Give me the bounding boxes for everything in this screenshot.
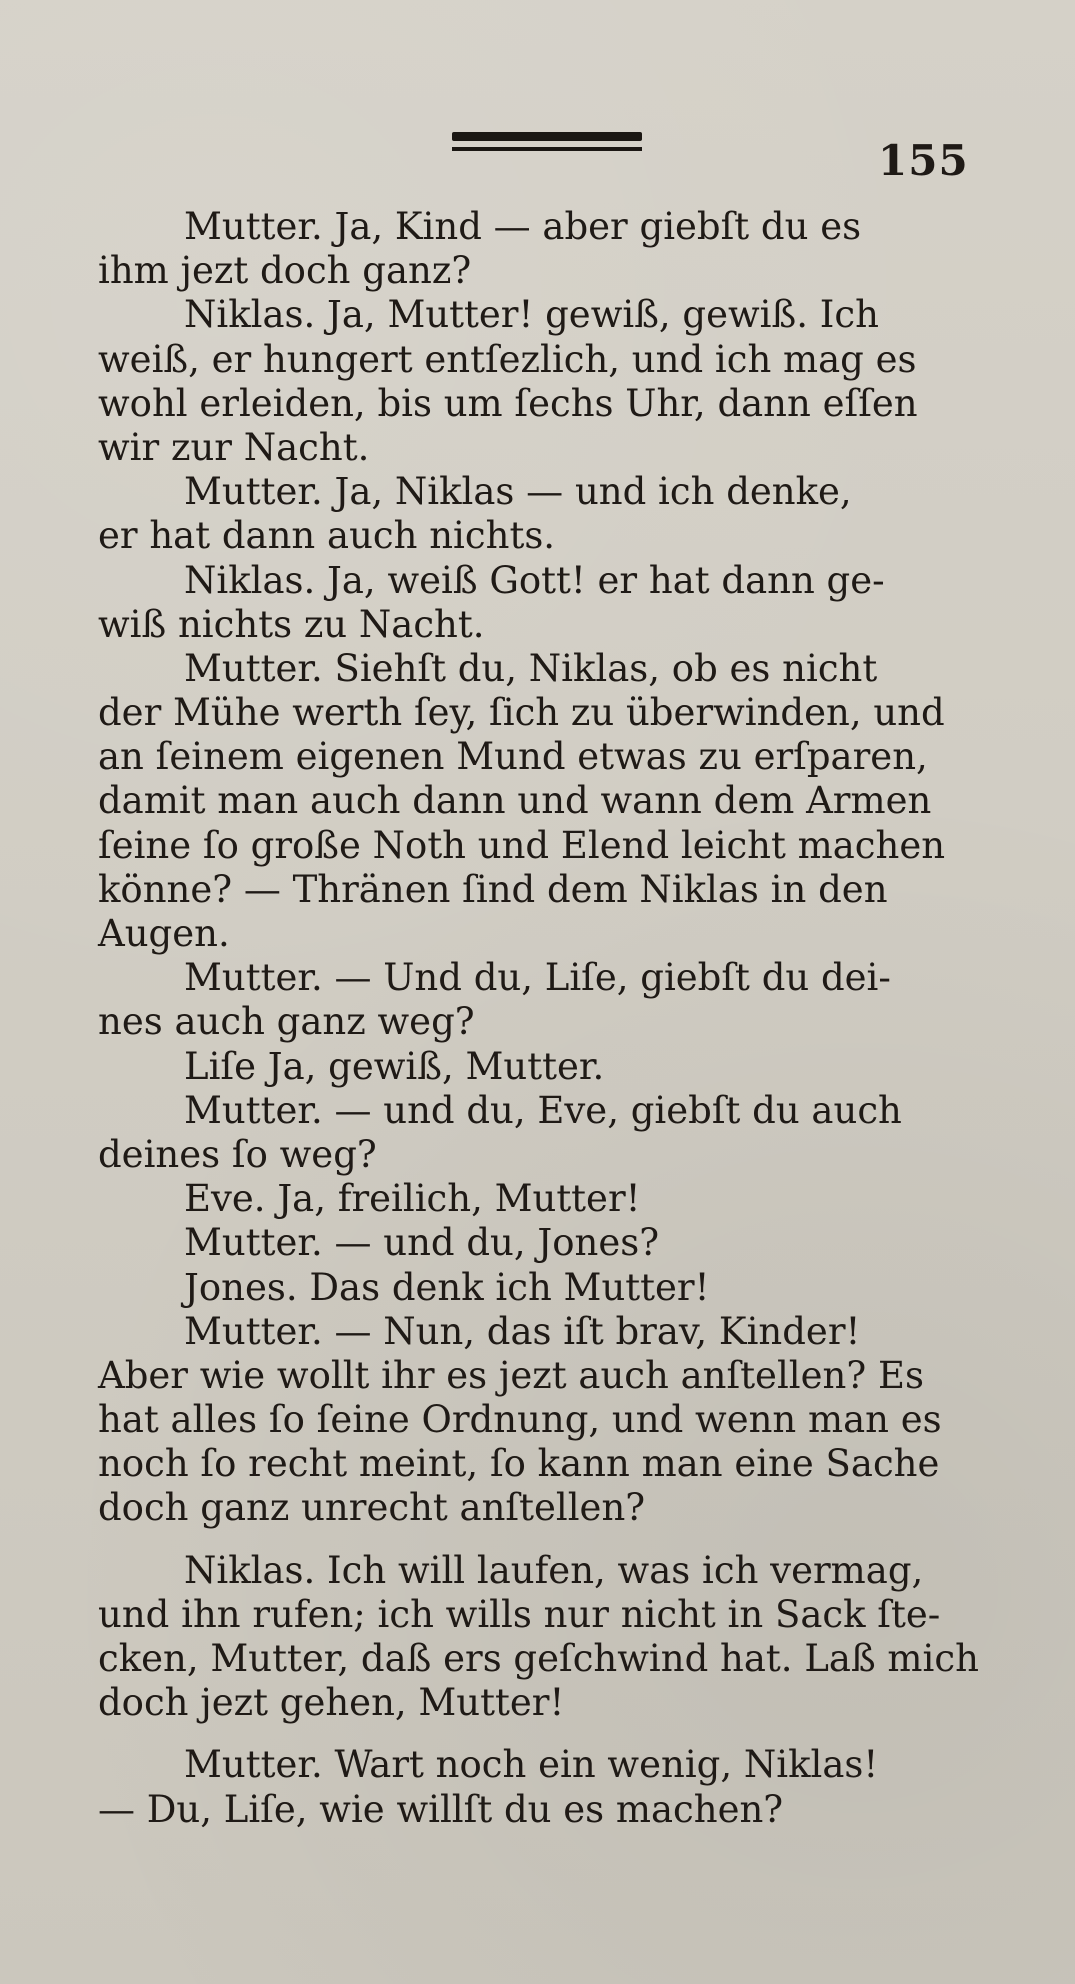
text-line: Mutter. — Nun, das iſt brav, Kinder! <box>184 1309 861 1353</box>
text-line: ihm jezt doch ganz? <box>98 249 472 293</box>
text-line: weiß, er hungert entſezlich, und ich mag es <box>98 337 917 381</box>
text-line: könne? — Thränen ſind dem Niklas in den <box>98 867 888 911</box>
text-line: noch ſo recht meint, ſo kann man eine Sache <box>98 1442 940 1486</box>
text-line: Liſe Ja, gewiß, Mutter. <box>184 1044 605 1088</box>
ornament-bar-top <box>452 132 642 141</box>
text-line: wir zur Nacht. <box>98 425 370 469</box>
text-line: Niklas. Ja, weiß Gott! er hat dann ge- <box>184 558 885 602</box>
text-line: er hat dann auch nichts. <box>98 514 556 558</box>
text-line: — Du, Liſe, wie willſt du es machen? <box>98 1787 784 1831</box>
text-line: Niklas. Ich will laufen, was ich vermag, <box>184 1548 924 1592</box>
text-line: hat alles ſo ſeine Ordnung, und wenn man es <box>98 1398 942 1442</box>
text-line: Eve. Ja, freilich, Mutter! <box>184 1177 641 1221</box>
ornament-bar-bottom <box>452 147 642 151</box>
text-line: wiß nichts zu Nacht. <box>98 602 485 646</box>
header-ornament <box>452 132 642 156</box>
text-line: der Mühe werth ſey, ſich zu überwinden, und <box>98 691 945 735</box>
text-line: ſeine ſo große Noth und Elend leicht machen <box>98 823 946 867</box>
paragraph-spacer <box>98 1531 958 1549</box>
page-number: 155 <box>878 136 969 185</box>
text-line: cken, Mutter, daß ers geſchwind hat. Laß mich <box>98 1637 979 1680</box>
text-line: Mutter. — und du, Jones? <box>184 1221 660 1265</box>
text-line: Mutter. — Und du, Liſe, giebſt du dei- <box>184 956 891 1000</box>
text-line: Mutter. Ja, Kind — aber giebſt du es <box>184 205 862 248</box>
text-line: Mutter. Ja, Niklas — und ich denke, <box>184 470 852 514</box>
text-line: deines ſo weg? <box>98 1132 377 1176</box>
text-line: Mutter. Wart noch ein wenig, Niklas! <box>184 1743 879 1787</box>
text-line: damit man auch dann und wann dem Armen <box>98 779 932 823</box>
text-line: Mutter. Siehſt du, Niklas, ob es nicht <box>184 646 878 690</box>
text-line: Augen. <box>98 912 230 955</box>
text-line: und ihn rufen; ich wills nur nicht in Sack ſte- <box>98 1592 941 1636</box>
text-line: Aber wie wollt ihr es jezt auch anſtellen? Es <box>98 1353 924 1397</box>
text-line: an ſeinem eigenen Mund etwas zu erſparen, <box>98 735 928 779</box>
text-line: Niklas. Ja, Mutter! gewiß, gewiß. Ich <box>184 293 879 337</box>
paragraph-spacer <box>98 1725 958 1743</box>
text-line: Jones. Das denk ich Mutter! <box>184 1265 710 1309</box>
text-line: doch ganz unrecht anſtellen? <box>98 1486 646 1530</box>
text-line: nes auch ganz weg? <box>98 1000 475 1044</box>
text-line: doch jezt gehen, Mutter! <box>98 1681 565 1725</box>
text-line: wohl erleiden, bis um ſechs Uhr, dann eſſen <box>98 381 918 425</box>
page-text <box>98 205 979 1832</box>
text-line: Mutter. — und du, Eve, giebſt du auch <box>184 1088 902 1132</box>
